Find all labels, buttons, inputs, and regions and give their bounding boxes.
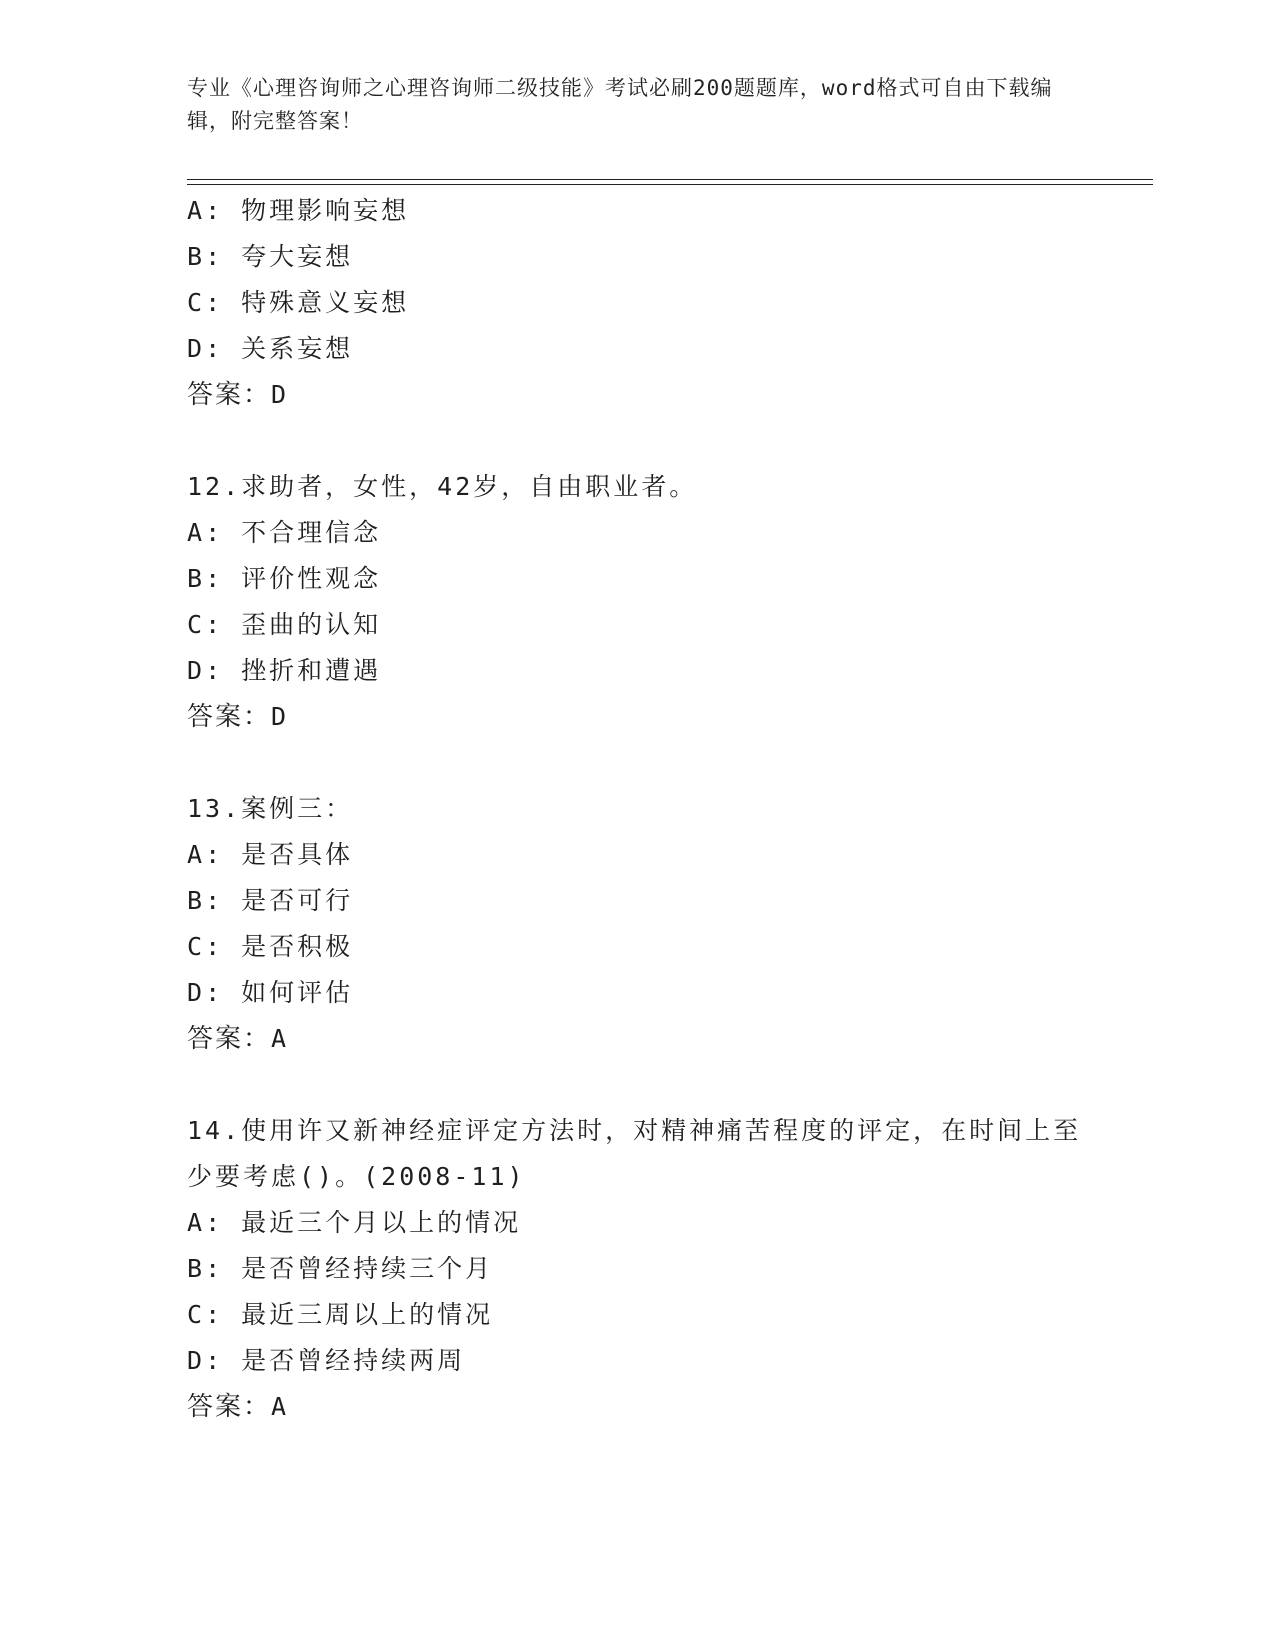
- option-text: 歪曲的认知: [241, 610, 382, 639]
- question-block-13: [187, 786, 1087, 1062]
- question-stem: [187, 1108, 1087, 1200]
- question-text: 使用许又新神经症评定方法时，对精神痛苦程度的评定，在时间上至少要考虑()。(2008-11): [187, 1116, 1082, 1191]
- question-number: 13.: [187, 794, 242, 823]
- option-letter: D: [187, 978, 206, 1007]
- option-letter: C: [187, 932, 206, 961]
- answer-line: [187, 1016, 1087, 1062]
- option-d: D: 是否曾经持续两周: [187, 1346, 466, 1375]
- option-letter: C: [187, 610, 206, 639]
- question-number: 14.: [187, 1116, 242, 1145]
- answer-value: A: [271, 1392, 287, 1421]
- answer-label: 答案：: [187, 380, 272, 410]
- option-b: B: 是否可行: [187, 886, 354, 915]
- option-text: 关系妄想: [241, 334, 354, 363]
- answer-line: [187, 1384, 1087, 1430]
- option-d: D: 如何评估: [187, 978, 354, 1007]
- option-letter: C: [187, 288, 206, 317]
- option-b: B: 夸大妄想: [187, 242, 354, 271]
- option-letter: A: [187, 196, 206, 225]
- option-letter: A: [187, 1208, 206, 1237]
- option-letter: D: [187, 656, 206, 685]
- option-text: 是否积极: [241, 932, 354, 961]
- option-a: A: 最近三个月以上的情况: [187, 1208, 522, 1237]
- question-text: 求助者，女性，42岁，自由职业者。: [241, 472, 698, 501]
- option-letter: B: [187, 1254, 206, 1283]
- option-text: 评价性观念: [241, 564, 382, 593]
- option-text: 不合理信念: [241, 518, 382, 547]
- option-d: D: 挫折和遭遇: [187, 656, 382, 685]
- option-text: 最近三周以上的情况: [241, 1300, 494, 1329]
- question-list: [187, 188, 1087, 1430]
- answer-line: [187, 694, 1087, 740]
- document-intro: 专业《心理咨询师之心理咨询师二级技能》考试必刷200题题库，word格式可自由下载编辑，附完整答案！: [187, 76, 1053, 133]
- spacer: [187, 740, 1087, 786]
- option-a: A: 是否具体: [187, 840, 354, 869]
- question-stem: [187, 786, 1087, 832]
- option-c: C: 是否积极: [187, 932, 354, 961]
- option-text: 夸大妄想: [241, 242, 354, 271]
- option-text: 挫折和遭遇: [241, 656, 382, 685]
- answer-line: [187, 372, 1087, 418]
- option-letter: B: [187, 242, 206, 271]
- answer-label: 答案：: [187, 1392, 272, 1422]
- option-text: 最近三个月以上的情况: [241, 1208, 522, 1237]
- option-text: 如何评估: [241, 978, 354, 1007]
- question-text: 案例三：: [241, 794, 354, 823]
- spacer: [187, 1062, 1087, 1108]
- answer-label: 答案：: [187, 1024, 272, 1054]
- option-letter: D: [187, 334, 206, 363]
- option-b: B: 评价性观念: [187, 564, 382, 593]
- option-text: 是否可行: [241, 886, 354, 915]
- question-block-12: [187, 464, 1087, 740]
- option-text: 是否曾经持续两周: [241, 1346, 466, 1375]
- option-letter: B: [187, 886, 206, 915]
- option-letter: D: [187, 1346, 206, 1375]
- option-text: 是否曾经持续三个月: [241, 1254, 494, 1283]
- header-divider-bottom: [187, 184, 1153, 185]
- header-divider-top: [187, 179, 1153, 180]
- option-a: A: 不合理信念: [187, 518, 382, 547]
- question-block-14: [187, 1108, 1087, 1430]
- answer-label: 答案：: [187, 702, 272, 732]
- option-a: A: 物理影响妄想: [187, 196, 410, 225]
- option-c: C: 最近三周以上的情况: [187, 1300, 494, 1329]
- option-text: 是否具体: [241, 840, 354, 869]
- answer-value: A: [271, 1024, 287, 1053]
- answer-value: D: [271, 380, 287, 409]
- question-block-11: [187, 188, 1087, 418]
- option-c: C: 特殊意义妄想: [187, 288, 410, 317]
- option-letter: B: [187, 564, 206, 593]
- option-text: 特殊意义妄想: [241, 288, 410, 317]
- question-stem: [187, 464, 1087, 510]
- answer-value: D: [271, 702, 287, 731]
- option-c: C: 歪曲的认知: [187, 610, 382, 639]
- option-b: B: 是否曾经持续三个月: [187, 1254, 494, 1283]
- option-text: 物理影响妄想: [241, 196, 410, 225]
- option-letter: A: [187, 518, 206, 547]
- option-letter: A: [187, 840, 206, 869]
- option-d: D: 关系妄想: [187, 334, 354, 363]
- question-number: 12.: [187, 472, 242, 501]
- spacer: [187, 418, 1087, 464]
- option-letter: C: [187, 1300, 206, 1329]
